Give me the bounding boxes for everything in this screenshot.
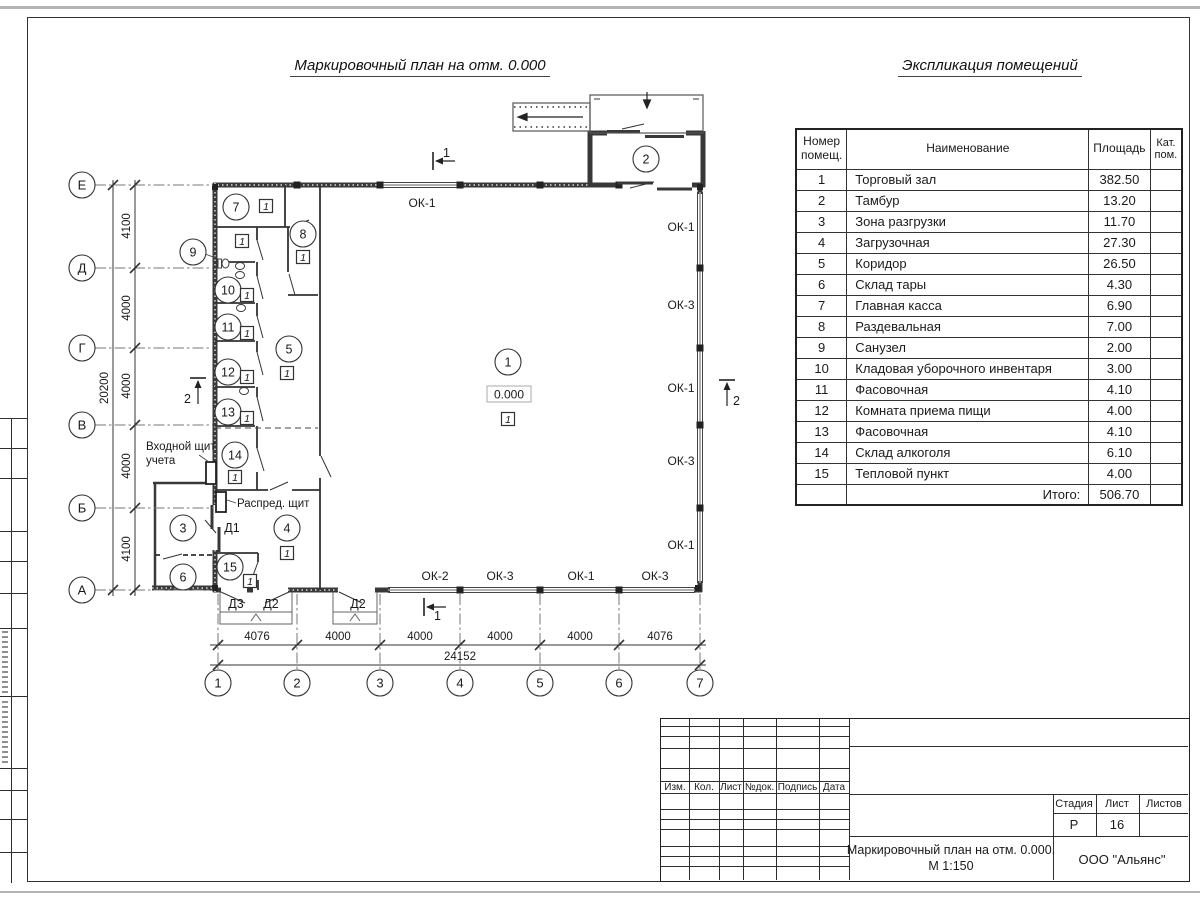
titleblock-line xyxy=(1096,794,1097,836)
room-number-cell: 12 xyxy=(796,400,847,421)
room-name-cell: Раздевальная xyxy=(847,316,1089,337)
room-number-cell: 5 xyxy=(796,253,847,274)
dimension-text: 4000 xyxy=(121,295,133,321)
titleblock-sheets-label: Листов xyxy=(1146,798,1182,810)
ramp xyxy=(513,103,590,131)
room-name-cell: Санузел xyxy=(847,337,1089,358)
titleblock-doc-title xyxy=(847,842,1055,875)
axis-label: 4 xyxy=(456,675,464,691)
section-marker-label: 2 xyxy=(733,394,740,408)
room-area-cell: 4.00 xyxy=(1089,400,1150,421)
annotation-text: Входной щит xyxy=(146,441,216,453)
titleblock-column-label: Изм. xyxy=(664,782,686,793)
dimension-text: 4100 xyxy=(121,213,133,239)
titleblock-line xyxy=(849,836,1188,837)
floor-type-number: 1 xyxy=(244,289,250,302)
axis-label: 6 xyxy=(615,675,623,691)
window-label: ОК-3 xyxy=(486,569,514,583)
room-marker-number: 14 xyxy=(228,448,242,463)
titleblock-column-label: Лист xyxy=(720,782,742,793)
schedule-title-text: Экспликация помещений xyxy=(898,57,1082,77)
room-name-cell: Зона разгрузки xyxy=(847,211,1089,232)
floor-type-number: 1 xyxy=(244,327,250,340)
floor-type-number: 1 xyxy=(300,251,306,264)
floor-type-number: 1 xyxy=(263,200,269,213)
axis-label: А xyxy=(77,582,87,598)
titleblock-line xyxy=(661,846,849,847)
room-area-cell: 2.00 xyxy=(1089,337,1150,358)
axis-label: В xyxy=(77,417,87,433)
room-number-cell: 4 xyxy=(796,232,847,253)
schedule-header-area: Площадь xyxy=(1089,129,1150,169)
plan-title-text: Маркировочный план на отм. 0.000 xyxy=(290,57,549,77)
room-area-cell: 11.70 xyxy=(1089,211,1150,232)
room-marker-number: 3 xyxy=(179,521,187,536)
dimension-total-text: 24152 xyxy=(444,651,476,663)
room-area-cell: 6.10 xyxy=(1089,442,1150,463)
titleblock-column-label: Подпись xyxy=(777,782,818,793)
room-number-cell: 13 xyxy=(796,421,847,442)
annotation-text: учета xyxy=(146,455,176,467)
room-area-cell: 4.10 xyxy=(1089,379,1150,400)
axis-label: 5 xyxy=(536,675,544,691)
titleblock-company: ООО "Альянс" xyxy=(1078,852,1166,867)
room-marker-number: 10 xyxy=(221,283,235,298)
room-marker-number: 6 xyxy=(179,570,187,585)
room-marker-number: 9 xyxy=(189,245,197,260)
room-area-cell: 3.00 xyxy=(1089,358,1150,379)
axis-label: Е xyxy=(77,177,87,193)
titleblock-line xyxy=(661,726,849,727)
room-marker-number: 2 xyxy=(642,152,650,167)
titleblock-line xyxy=(849,794,1188,795)
section-marker-arrowhead xyxy=(435,158,443,165)
floor-type-number: 1 xyxy=(239,235,245,248)
window-label: ОК-2 xyxy=(421,569,449,583)
titleblock-line xyxy=(661,819,849,820)
door-label: Д2 xyxy=(350,597,366,611)
dimension-text: 4000 xyxy=(407,631,433,643)
titleblock-line xyxy=(661,768,849,769)
room-name-cell: Комната приема пищи xyxy=(847,400,1089,421)
room-name-cell: Фасовочная xyxy=(847,421,1089,442)
window-label: ОК-3 xyxy=(667,298,695,312)
door-label: Д3 xyxy=(228,597,244,611)
titleblock-sheet-value: 16 xyxy=(1109,817,1125,832)
titleblock-line xyxy=(661,793,849,794)
room-number-cell: 6 xyxy=(796,274,847,295)
room-number-cell: 10 xyxy=(796,358,847,379)
axis-label: Г xyxy=(78,340,86,356)
titleblock-column-label: Кол. xyxy=(694,782,714,793)
room-name-cell: Коридор xyxy=(847,253,1089,274)
doc-title-line1: Маркировочный план на отм. 0.000. xyxy=(846,843,1056,857)
room-name-cell: Склад тары xyxy=(847,274,1089,295)
floor-type-number: 1 xyxy=(284,547,290,560)
axis-label: Б xyxy=(77,500,87,516)
titleblock-stage-value: Р xyxy=(1069,817,1079,832)
titleblock-line xyxy=(1139,794,1140,836)
room-number-cell: 7 xyxy=(796,295,847,316)
section-marker-label: 1 xyxy=(443,146,450,160)
dimension-text: 4000 xyxy=(567,631,593,643)
total-value-cell: 506.70 xyxy=(1089,484,1150,505)
room-marker-number: 1 xyxy=(504,355,512,370)
room-marker-number: 11 xyxy=(221,320,235,335)
room-marker-number: 7 xyxy=(232,200,240,215)
ramp-arrow-icon xyxy=(518,114,583,121)
room-area-cell: 27.30 xyxy=(1089,232,1150,253)
titleblock-line xyxy=(661,829,849,830)
room-marker-number: 8 xyxy=(299,227,307,242)
floor-type-number: 1 xyxy=(247,575,253,588)
section-marker-label: 1 xyxy=(434,609,441,623)
dimension-text: 4076 xyxy=(647,631,673,643)
window-label: ОК-1 xyxy=(667,381,695,395)
window-label: ОК-3 xyxy=(641,569,669,583)
elevation-value: 0.000 xyxy=(493,387,525,402)
section-marker-label: 2 xyxy=(184,392,191,406)
window-label: ОК-1 xyxy=(667,220,695,234)
titleblock-column-label: Дата xyxy=(822,782,846,793)
axis-label: 7 xyxy=(696,675,704,691)
doc-title-line2: М 1:150 xyxy=(928,859,974,874)
schedule-header-name: Наименование xyxy=(847,129,1089,169)
room-name-cell: Тамбур xyxy=(847,190,1089,211)
schedule-header-cat: Кат. пом. xyxy=(1150,129,1182,169)
titleblock-sheet-label: Лист xyxy=(1105,798,1129,810)
room-number-cell: 3 xyxy=(796,211,847,232)
floor-type-number: 1 xyxy=(244,371,250,384)
room-area-cell: 4.30 xyxy=(1089,274,1150,295)
window-label: ОК-3 xyxy=(667,454,695,468)
room-number-cell: 8 xyxy=(796,316,847,337)
titleblock-line xyxy=(661,748,849,749)
dimension-total-text: 20200 xyxy=(99,372,111,404)
room-area-cell: 7.00 xyxy=(1089,316,1150,337)
titleblock-line xyxy=(661,866,849,867)
dimension-text: 4000 xyxy=(121,453,133,479)
room-area-cell: 4.00 xyxy=(1089,463,1150,484)
room-area-cell: 13.20 xyxy=(1089,190,1150,211)
room-name-cell: Фасовочная xyxy=(847,379,1089,400)
section-marker-arrowhead xyxy=(195,380,202,388)
room-marker-number: 5 xyxy=(285,342,293,357)
titleblock-line xyxy=(849,746,1188,747)
total-label-cell: Итого: xyxy=(847,484,1089,505)
room-number-cell: 2 xyxy=(796,190,847,211)
titleblock-line xyxy=(661,809,849,810)
section-marker-arrowhead xyxy=(724,382,731,390)
dimension-text: 4000 xyxy=(121,373,133,399)
titleblock-line xyxy=(661,856,849,857)
room-marker-number: 12 xyxy=(221,365,235,380)
room-number-cell: 9 xyxy=(796,337,847,358)
room-number-cell: 14 xyxy=(796,442,847,463)
window-label: ОК-1 xyxy=(667,538,695,552)
title-block xyxy=(660,718,1190,882)
door-label: Д1 xyxy=(224,521,240,535)
room-marker-number: 15 xyxy=(223,560,237,575)
floor-type-number: 1 xyxy=(284,367,290,380)
dimension-text: 4100 xyxy=(121,536,133,562)
floor-type-number: 1 xyxy=(505,413,511,426)
room-number-cell: 15 xyxy=(796,463,847,484)
axis-label: Д xyxy=(77,260,87,276)
titleblock-column-label: №док. xyxy=(744,782,775,793)
room-name-cell: Главная касса xyxy=(847,295,1089,316)
titleblock-stage-label: Стадия xyxy=(1055,798,1093,810)
axis-label: 3 xyxy=(376,675,384,691)
room-area-cell: 382.50 xyxy=(1089,169,1150,190)
generated-annotations xyxy=(69,146,740,696)
room-name-cell: Загрузочная xyxy=(847,232,1089,253)
dimension-text: 4000 xyxy=(325,631,351,643)
window-label: ОК-1 xyxy=(567,569,595,583)
room-number-cell: 11 xyxy=(796,379,847,400)
dimension-text: 4076 xyxy=(244,631,270,643)
section-marker-arrowhead xyxy=(426,604,434,611)
windows xyxy=(380,183,703,593)
room-name-cell: Кладовая уборочного инвентаря xyxy=(847,358,1089,379)
floor-type-number: 1 xyxy=(244,412,250,425)
axis-label: 2 xyxy=(293,675,301,691)
room-name-cell: Торговый зал xyxy=(847,169,1089,190)
axis-label: 1 xyxy=(214,675,222,691)
room-area-cell: 26.50 xyxy=(1089,253,1150,274)
room-name-cell: Склад алкоголя xyxy=(847,442,1089,463)
room-name-cell: Тепловой пункт xyxy=(847,463,1089,484)
titleblock-line xyxy=(1053,813,1188,814)
room-number-cell: 1 xyxy=(796,169,847,190)
room-marker-number: 13 xyxy=(221,405,235,420)
titleblock-line xyxy=(661,736,849,737)
floor-type-number: 1 xyxy=(232,471,238,484)
window-label: ОК-1 xyxy=(408,196,436,210)
annotation-text: Распред. щит xyxy=(237,498,310,510)
schedule-header-num: Номер помещ. xyxy=(796,129,847,169)
room-area-cell: 6.90 xyxy=(1089,295,1150,316)
room-area-cell: 4.10 xyxy=(1089,421,1150,442)
dimension-text: 4000 xyxy=(487,631,513,643)
door-label: Д2 xyxy=(263,597,279,611)
room-marker-number: 4 xyxy=(283,521,291,536)
